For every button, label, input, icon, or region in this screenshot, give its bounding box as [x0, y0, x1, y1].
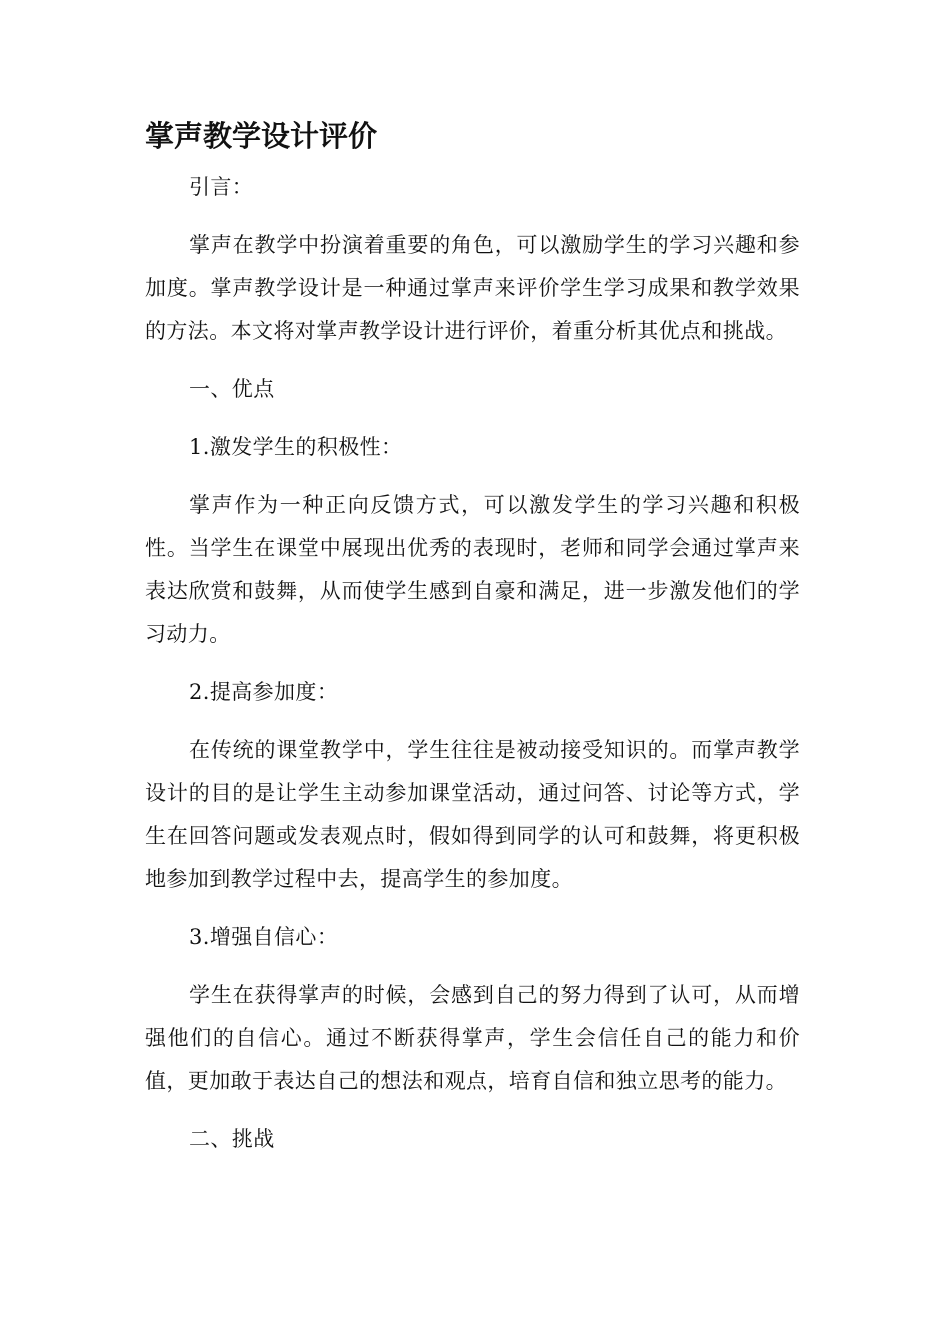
subheading-participation: 2.提高参加度： [189, 680, 339, 704]
intro-label: 引言： [189, 175, 254, 199]
document-page [145, 112, 800, 1176]
subheading-motivation: 1.激发学生的积极性： [189, 435, 403, 459]
section-heading-advantages: 一、优点 [189, 377, 275, 401]
paragraph-confidence: 学生在获得掌声的时候，会感到自己的努力得到了认可，从而增强他们的自信心。通过不断获得掌声，学生会信任自己的能力和价值，更加敢于表达自己的想法和观点，培育自信和独立思考的能力。 [145, 983, 800, 1093]
document-title: 掌声教学设计评价 [145, 119, 378, 153]
subheading-confidence: 3.增强自信心： [189, 925, 339, 949]
intro-paragraph: 掌声在教学中扮演着重要的角色，可以激励学生的学习兴趣和参加度。掌声教学设计是一种通过掌声来评价学生学习成果和教学效果的方法。本文将对掌声教学设计进行评价，着重分析其优点和挑战。 [145, 233, 800, 343]
paragraph-participation: 在传统的课堂教学中，学生往往是被动接受知识的。而掌声教学设计的目的是让学生主动参加课堂活动，通过问答、讨论等方式，学生在回答问题或发表观点时，假如得到同学的认可和鼓舞，将更积极地参加到教学过程中去，提高学生的参加度。 [145, 738, 800, 891]
section-heading-challenges: 二、挑战 [189, 1127, 275, 1151]
paragraph-motivation: 掌声作为一种正向反馈方式，可以激发学生的学习兴趣和积极性。当学生在课堂中展现出优秀的表现时，老师和同学会通过掌声来表达欣赏和鼓舞，从而使学生感到自豪和满足，进一步激发他们的学习动力。 [145, 493, 800, 646]
